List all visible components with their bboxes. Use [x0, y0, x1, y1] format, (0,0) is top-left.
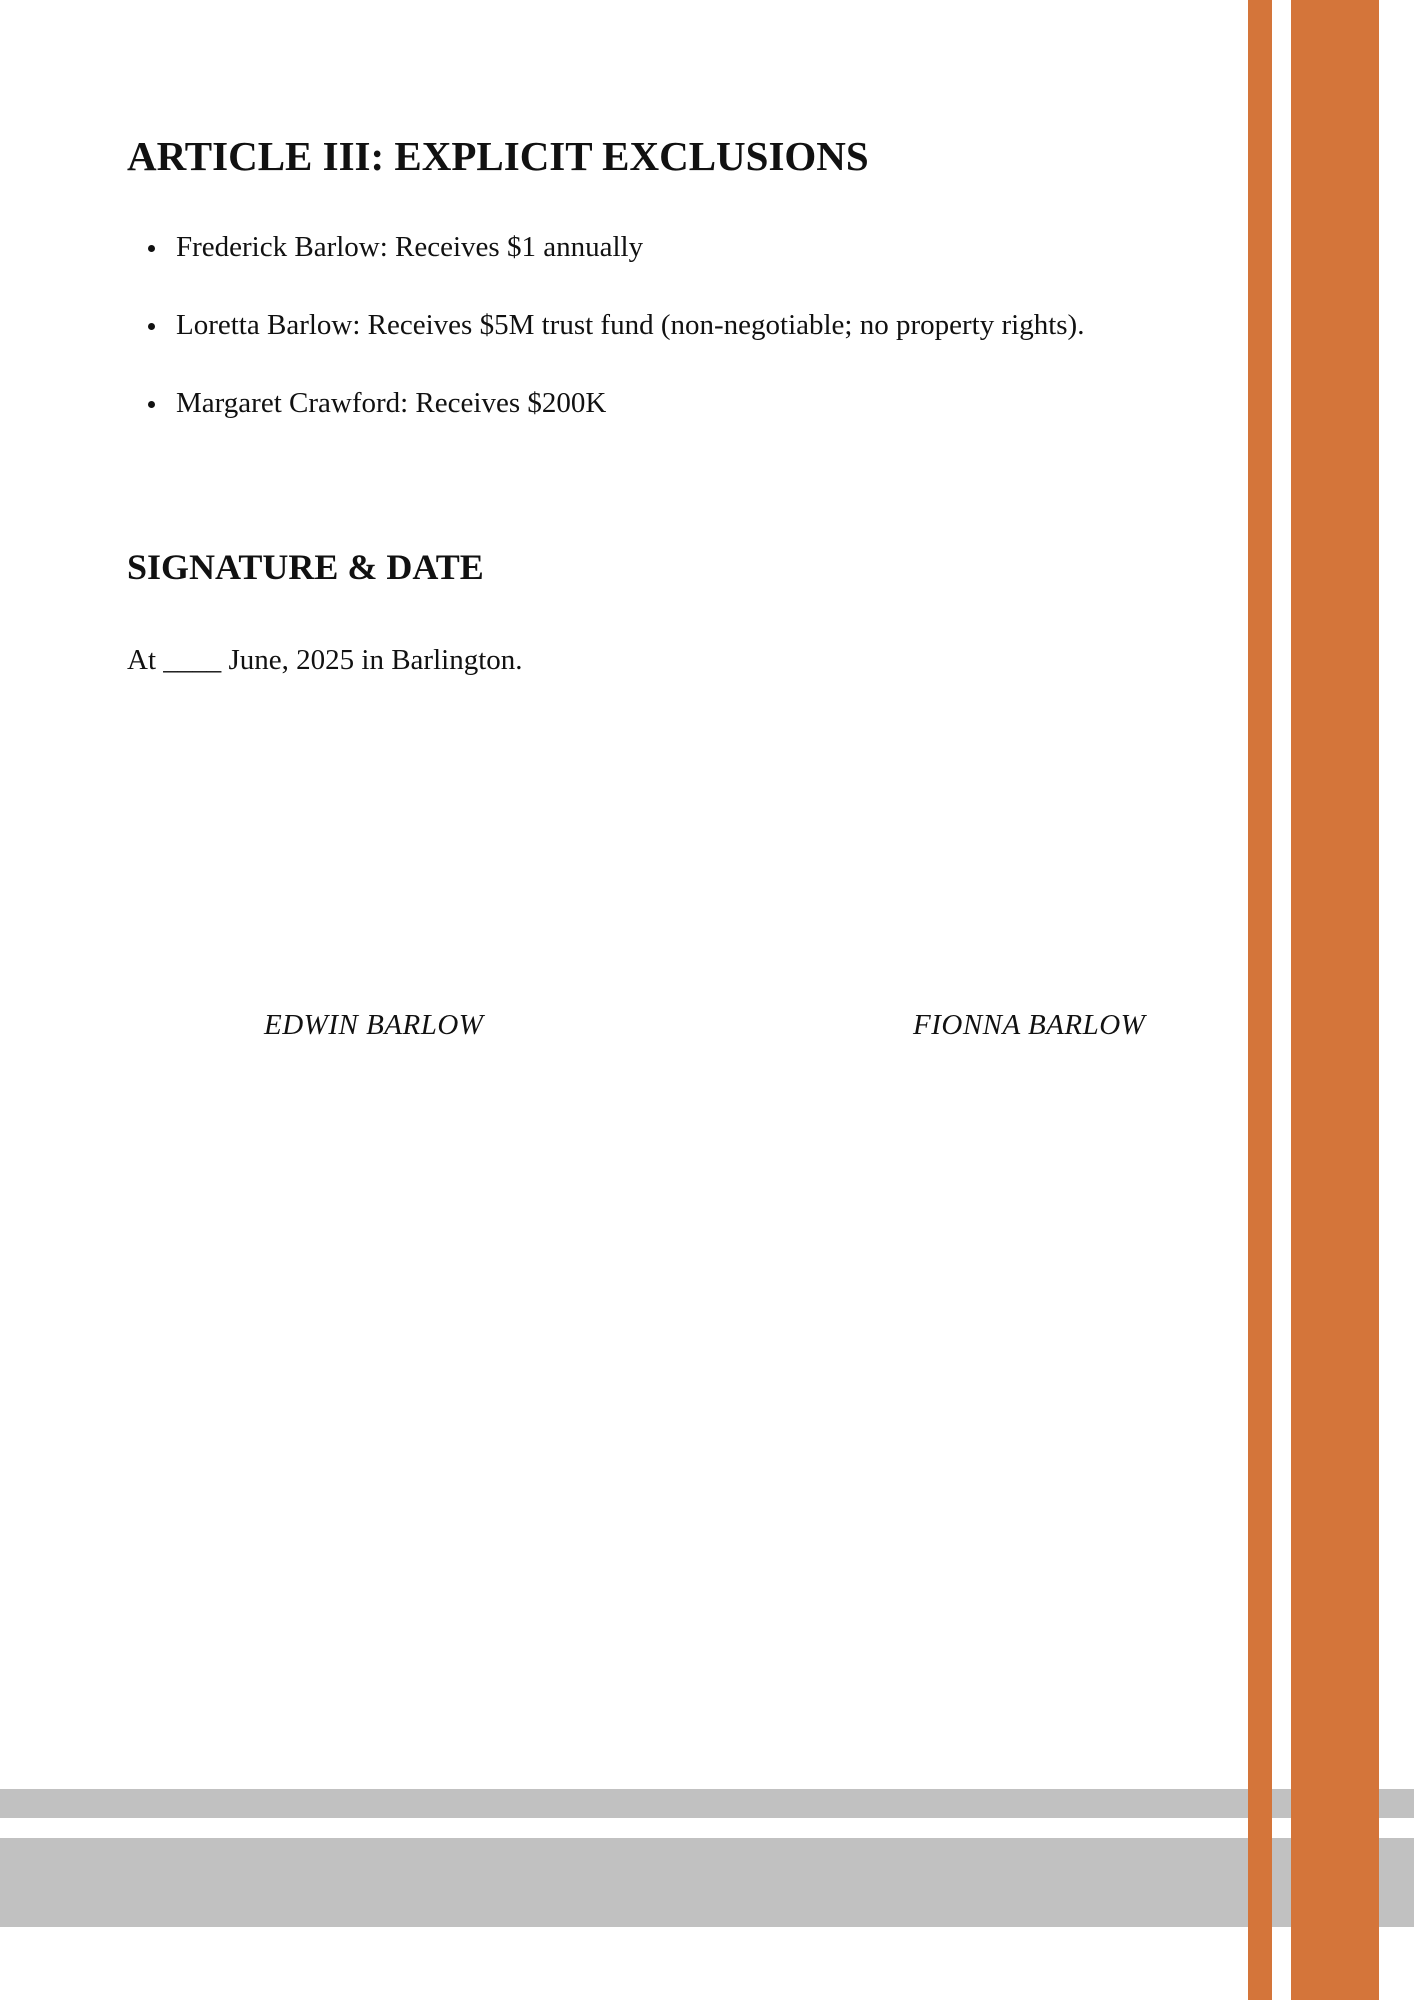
bullet-icon	[148, 323, 155, 330]
list-item	[127, 304, 1227, 346]
date-line: At ____ June, 2025 in Barlington.	[127, 644, 523, 676]
exclusions-list	[127, 226, 1227, 460]
signatory-name-left: EDWIN BARLOW	[264, 1009, 484, 1041]
article-heading: ARTICLE III: EXPLICIT EXCLUSIONS	[127, 133, 869, 179]
list-item	[127, 382, 1227, 424]
list-item-text: Margaret Crawford: Receives $200K	[176, 387, 607, 419]
list-item-text: Frederick Barlow: Receives $1 annually	[176, 231, 644, 263]
signature-heading: SIGNATURE & DATE	[127, 547, 484, 587]
footer-grey-band-thick	[0, 1838, 1414, 1927]
bullet-icon	[148, 245, 155, 252]
orange-vertical-bar-thin	[1248, 0, 1272, 2000]
signatory-name-right: FIONNA BARLOW	[913, 1009, 1146, 1041]
list-item-text: Loretta Barlow: Receives $5M trust fund (non-negotiable; no property rights).	[176, 309, 1085, 341]
list-item	[127, 226, 1227, 268]
footer-grey-band-thin	[0, 1789, 1414, 1818]
bullet-icon	[148, 401, 155, 408]
orange-vertical-bar-thick	[1291, 0, 1379, 2000]
